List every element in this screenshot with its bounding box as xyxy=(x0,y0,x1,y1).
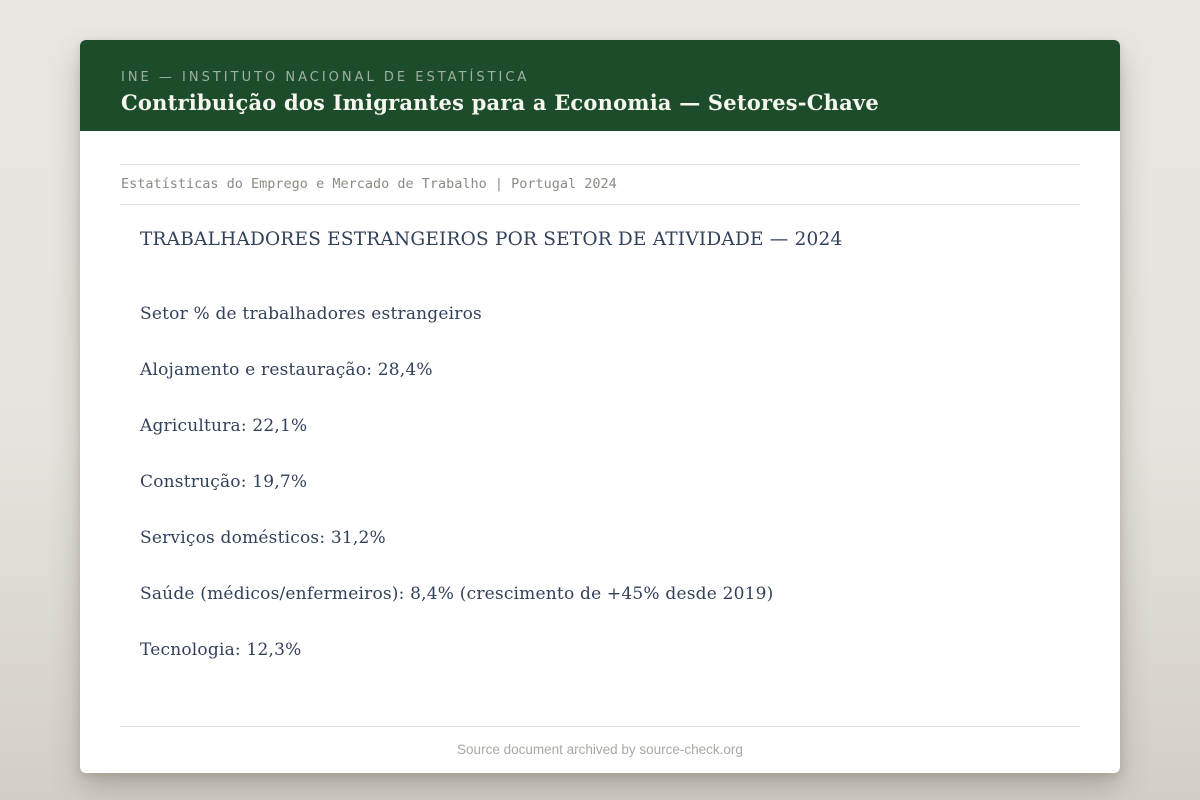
header-title: Contribuição dos Imigrantes para a Economia — Setores-Chave xyxy=(121,90,879,115)
meta-line: Estatísticas do Emprego e Mercado de Trabalho | Portugal 2024 xyxy=(120,164,1080,205)
stat-line-agricultura: Agricultura: 22,1% xyxy=(140,416,308,436)
stats-list xyxy=(140,302,1060,662)
stat-line-construcao: Construção: 19,7% xyxy=(140,472,308,492)
stat-line-saude: Saúde (médicos/enfermeiros): 8,4% (crescimento de +45% desde 2019) xyxy=(140,584,774,604)
footer-attribution: Source document archived by source-check.org xyxy=(120,726,1080,773)
document-body xyxy=(80,164,1120,662)
document-header xyxy=(80,40,1120,131)
header-eyebrow: INE — INSTITUTO NACIONAL DE ESTATÍSTICA xyxy=(121,70,530,85)
document-card xyxy=(80,40,1120,773)
document-main xyxy=(120,229,1080,662)
stat-line-column-header: Setor % de trabalhadores estrangeiros xyxy=(140,304,482,324)
stat-line-tecnologia: Tecnologia: 12,3% xyxy=(140,640,302,660)
stat-line-alojamento: Alojamento e restauração: 28,4% xyxy=(140,360,433,380)
stat-line-servicos-domesticos: Serviços domésticos: 31,2% xyxy=(140,528,386,548)
document-title: TRABALHADORES ESTRANGEIROS POR SETOR DE ATIVIDADE — 2024 xyxy=(140,229,843,250)
